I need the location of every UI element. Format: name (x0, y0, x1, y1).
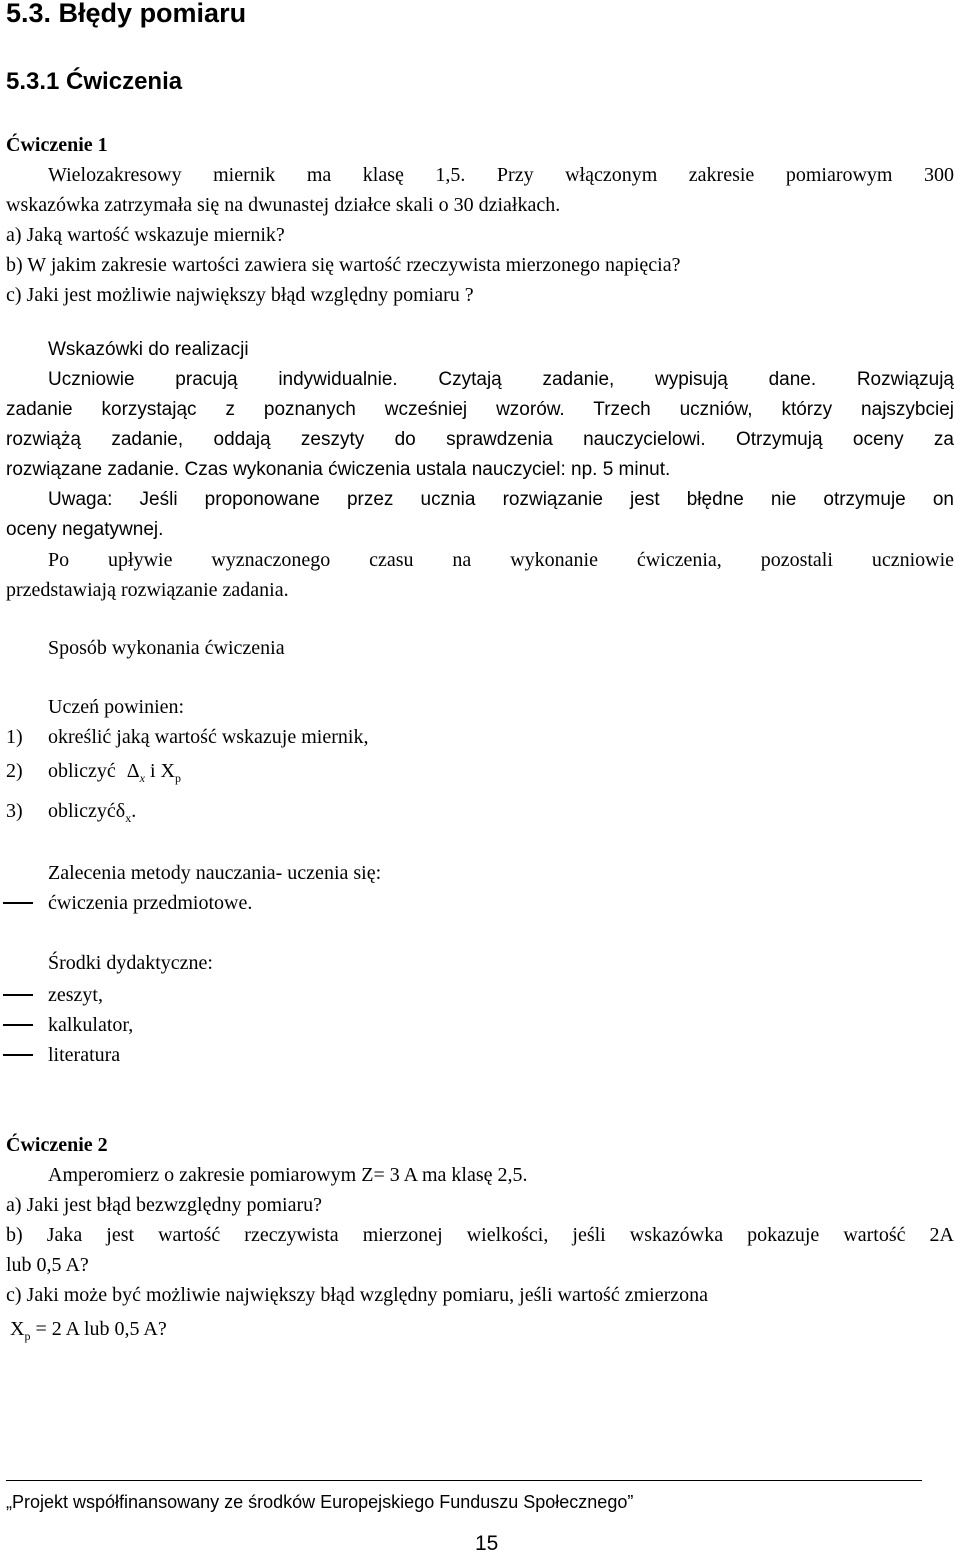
exercise-1-question-b: b) W jakim zakresie wartości zawiera się wartość rzeczywista mierzonego napięcia? (6, 254, 681, 276)
exercise-1-title: Ćwiczenie 1 (6, 134, 108, 156)
exercise-1-question-a: a) Jaką wartość wskazuje miernik? (6, 224, 285, 246)
methods-item: ćwiczenia przedmiotowe. (48, 892, 253, 914)
delta-symbol: Δ (126, 760, 140, 782)
note-line: oceny negatywnej. (6, 519, 164, 540)
subscript: x (125, 811, 132, 825)
after-line: Po upływie wyznaczonego czasu na wykonanie ćwiczenia, pozostali uczniowie (48, 549, 954, 571)
exercise-2-question-c: c) Jaki może być możliwie największy błąd względny pomiaru, jeśli wartość zmierzona (6, 1284, 708, 1306)
aids-title: Środki dydaktyczne: (48, 952, 213, 974)
step-formula (48, 756, 181, 793)
aids-item: zeszyt, (48, 984, 103, 1006)
footer-text: „Projekt współfinansowany ze środków Europejskiego Funduszu Społecznego” (6, 1492, 634, 1512)
subsection-title: 5.3.1 Ćwiczenia (6, 68, 183, 95)
page-number: 15 (475, 1532, 499, 1555)
hints-line: rozwiążą zadanie, oddają zeszyty do sprawdzenia nauczycielowi. Otrzymują oceny za (6, 429, 954, 450)
after-line: przedstawiają rozwiązanie zadania. (6, 579, 289, 601)
section-title: 5.3. Błędy pomiaru (6, 0, 247, 28)
step-number: 2) (6, 760, 23, 782)
bullet-dash (3, 1024, 33, 1026)
methods-title: Zalecenia metody nauczania- uczenia się: (48, 862, 382, 884)
bullet-dash (3, 1054, 33, 1056)
subscript: p (24, 1329, 31, 1343)
step-text: obliczyć (48, 800, 116, 822)
exercise-1-question-c: c) Jaki jest możliwie największy błąd względny pomiaru ? (6, 284, 474, 306)
bullet-dash (3, 994, 33, 996)
exercise-2-question-a: a) Jaki jest błąd bezwzględny pomiaru? (6, 1194, 322, 1216)
aids-item: kalkulator, (48, 1014, 134, 1036)
formula-end: . (131, 800, 137, 822)
step-formula (48, 796, 136, 833)
aids-item: literatura (48, 1044, 121, 1066)
formula-rest: = 2 A lub 0,5 A? (30, 1318, 167, 1340)
step-text: określić jaką wartość wskazuje miernik, (48, 726, 369, 748)
subscript: p (174, 771, 181, 785)
exercise-2-question-c-cont (10, 1314, 167, 1351)
bullet-dash (3, 902, 33, 904)
note-line: Uwaga: Jeśli proponowane przez ucznia rozwiązanie jest błędne nie otrzymuje on (48, 489, 954, 510)
footer-divider (6, 1480, 922, 1481)
subscript: x (139, 771, 145, 785)
formula-mid: i X (144, 760, 175, 782)
step-text: obliczyć (48, 760, 116, 782)
formula-x: X (10, 1318, 25, 1340)
exercise-1-line-1: Wielozakresowy miernik ma klasę 1,5. Przy włączonym zakresie pomiarowym 300 (48, 164, 954, 186)
exercise-2-question-b: b) Jaka jest wartość rzeczywista mierzonej wielkości, jeśli wskazówka pokazuje wartość 2A (6, 1224, 954, 1246)
step-number: 1) (6, 726, 23, 748)
step-number: 3) (6, 800, 23, 822)
hints-line: Uczniowie pracują indywidualnie. Czytają zadanie, wypisują dane. Rozwiązują (48, 369, 954, 390)
hints-line: rozwiązane zadanie. Czas wykonania ćwiczenia ustala nauczyciel: np. 5 minut. (6, 459, 671, 480)
exercise-2-line-1: Amperomierz o zakresie pomiarowym Z= 3 A ma klasę 2,5. (48, 1164, 528, 1186)
method-title: Sposób wykonania ćwiczenia (48, 637, 285, 659)
hints-title: Wskazówki do realizacji (48, 339, 249, 360)
hints-line: zadanie korzystając z poznanych wcześniej wzorów. Trzech uczniów, którzy najszybciej (6, 399, 954, 420)
student-should: Uczeń powinien: (48, 696, 185, 718)
exercise-1-line-2: wskazówka zatrzymała się na dwunastej działce skali o 30 działkach. (6, 194, 561, 216)
exercise-2-title: Ćwiczenie 2 (6, 1134, 108, 1156)
delta-small-symbol: δ (115, 800, 126, 822)
exercise-2-question-b-cont: lub 0,5 A? (6, 1254, 89, 1276)
